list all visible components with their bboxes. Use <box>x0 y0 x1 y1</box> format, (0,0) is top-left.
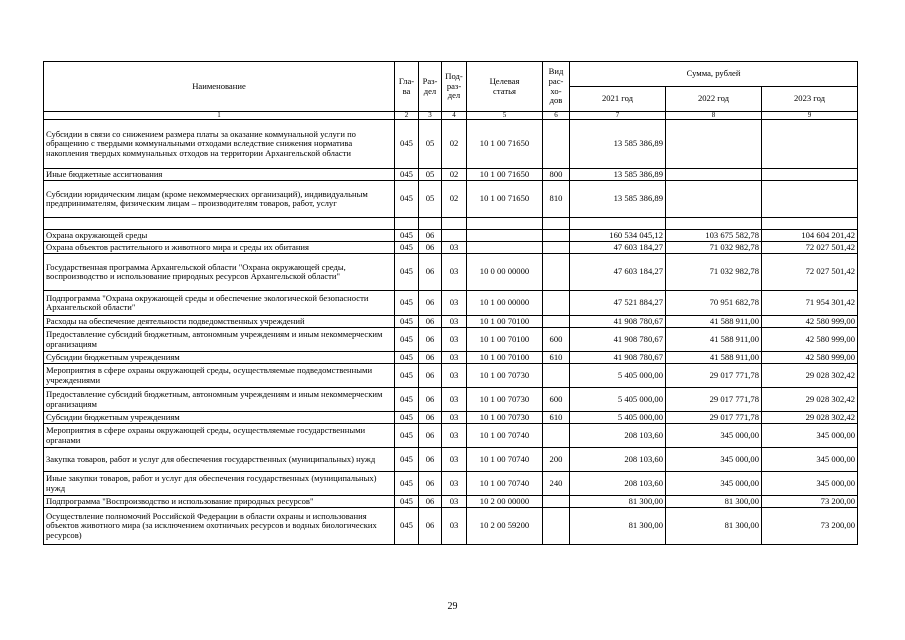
row-target-article: 10 1 00 70730 <box>467 388 543 412</box>
row-target-article: 10 1 00 70730 <box>467 364 543 388</box>
table-row <box>44 472 858 496</box>
row-razdel: 06 <box>419 328 442 352</box>
row-name: Осуществление полномочий Российской Федерации в области охраны и использования объектов животного мира (за исключением охотничьих ресурсов и водных биологических ресурсов) <box>44 508 395 545</box>
header-razdel: Раз- дел <box>419 62 442 112</box>
row-sum-2023: 71 954 301,42 <box>762 291 858 316</box>
row-podrazdel: 03 <box>442 328 467 352</box>
row-sum-2023: 72 027 501,42 <box>762 254 858 291</box>
row-glava: 045 <box>395 169 419 181</box>
row-podrazdel: 03 <box>442 388 467 412</box>
table-row <box>44 496 858 508</box>
table-row <box>44 508 858 545</box>
row-podrazdel: 03 <box>442 254 467 291</box>
column-number: 1 <box>44 112 395 120</box>
row-target-article: 10 1 00 71650 <box>467 181 543 218</box>
row-sum-2022: 345 000,00 <box>666 424 762 448</box>
row-sum-2023: 73 200,00 <box>762 496 858 508</box>
row-sum-2022 <box>666 181 762 218</box>
row-razdel: 06 <box>419 242 442 254</box>
table-row <box>44 218 858 230</box>
row-name: Иные закупки товаров, работ и услуг для обеспечения государственных (муниципальных) нужд <box>44 472 395 496</box>
table-row <box>44 364 858 388</box>
row-sum-2021: 47 603 184,27 <box>570 242 666 254</box>
row-sum-2022: 29 017 771,78 <box>666 412 762 424</box>
row-razdel: 06 <box>419 291 442 316</box>
row-sum-2023: 345 000,00 <box>762 448 858 472</box>
row-sum-2023: 29 028 302,42 <box>762 364 858 388</box>
table-row <box>44 352 858 364</box>
row-expense-type: 240 <box>543 472 570 496</box>
row-target-article: 10 1 00 71650 <box>467 169 543 181</box>
row-name: Субсидии в связи со снижением размера платы за оказание коммунальной услуги по обращению с твердыми коммунальными отходами вследствие снижения норматива накопления твердых коммунальных отходов на территории Архангельской области <box>44 120 395 169</box>
column-number: 2 <box>395 112 419 120</box>
row-name: Государственная программа Архангельской области "Охрана окружающей среды, воспроизводство и использование природных ресурсов Архангельской области" <box>44 254 395 291</box>
row-glava: 045 <box>395 508 419 545</box>
row-name: Расходы на обеспечение деятельности подведомственных учреждений <box>44 316 395 328</box>
row-sum-2021: 13 585 386,89 <box>570 120 666 169</box>
row-podrazdel: 03 <box>442 508 467 545</box>
row-podrazdel: 02 <box>442 181 467 218</box>
row-razdel: 06 <box>419 508 442 545</box>
row-razdel: 06 <box>419 254 442 291</box>
row-sum-2022: 70 951 682,78 <box>666 291 762 316</box>
column-number: 7 <box>570 112 666 120</box>
row-target-article: 10 1 00 00000 <box>467 291 543 316</box>
row-target-article: 10 1 00 70100 <box>467 352 543 364</box>
row-target-article: 10 1 00 70740 <box>467 448 543 472</box>
row-sum-2023: 42 580 999,00 <box>762 316 858 328</box>
row-sum-2021: 160 534 045,12 <box>570 230 666 242</box>
row-glava: 045 <box>395 424 419 448</box>
row-podrazdel: 03 <box>442 364 467 388</box>
row-sum-2023 <box>762 181 858 218</box>
row-sum-2022: 29 017 771,78 <box>666 388 762 412</box>
row-razdel: 06 <box>419 412 442 424</box>
column-number: 6 <box>543 112 570 120</box>
table-row <box>44 448 858 472</box>
row-sum-2021: 13 585 386,89 <box>570 181 666 218</box>
row-name: Мероприятия в сфере охраны окружающей среды, осуществляемые государственными органами <box>44 424 395 448</box>
row-podrazdel: 03 <box>442 242 467 254</box>
header-year-2023: 2023 год <box>762 87 858 112</box>
row-razdel: 06 <box>419 364 442 388</box>
row-podrazdel: 03 <box>442 424 467 448</box>
row-expense-type: 600 <box>543 328 570 352</box>
table-row <box>44 230 858 242</box>
row-glava: 045 <box>395 254 419 291</box>
row-expense-type <box>543 364 570 388</box>
row-podrazdel <box>442 230 467 242</box>
row-podrazdel: 03 <box>442 412 467 424</box>
table-row <box>44 388 858 412</box>
row-name: Мероприятия в сфере охраны окружающей среды, осуществляемые подведомственными учреждениями <box>44 364 395 388</box>
row-expense-type: 610 <box>543 412 570 424</box>
row-podrazdel: 03 <box>442 291 467 316</box>
row-podrazdel: 03 <box>442 448 467 472</box>
table-row <box>44 181 858 218</box>
column-number: 4 <box>442 112 467 120</box>
row-name <box>44 218 395 230</box>
row-target-article: 10 1 00 71650 <box>467 120 543 169</box>
row-razdel: 05 <box>419 169 442 181</box>
row-podrazdel: 03 <box>442 496 467 508</box>
row-sum-2023: 73 200,00 <box>762 508 858 545</box>
header-year-2021: 2021 год <box>570 87 666 112</box>
row-sum-2021 <box>570 218 666 230</box>
row-glava: 045 <box>395 230 419 242</box>
row-sum-2021: 208 103,60 <box>570 424 666 448</box>
row-expense-type <box>543 496 570 508</box>
row-razdel: 05 <box>419 120 442 169</box>
row-expense-type: 600 <box>543 388 570 412</box>
row-glava: 045 <box>395 291 419 316</box>
row-expense-type: 800 <box>543 169 570 181</box>
row-glava: 045 <box>395 242 419 254</box>
row-glava: 045 <box>395 448 419 472</box>
row-razdel: 06 <box>419 448 442 472</box>
row-name: Охрана окружающей среды <box>44 230 395 242</box>
row-name: Иные бюджетные ассигнования <box>44 169 395 181</box>
row-target-article: 10 1 00 70100 <box>467 316 543 328</box>
row-razdel: 06 <box>419 472 442 496</box>
row-podrazdel: 03 <box>442 352 467 364</box>
header-podrazdel: Под- раз- дел <box>442 62 467 112</box>
row-glava: 045 <box>395 388 419 412</box>
row-sum-2022: 345 000,00 <box>666 472 762 496</box>
row-sum-2022: 29 017 771,78 <box>666 364 762 388</box>
row-target-article: 10 1 00 70730 <box>467 412 543 424</box>
row-name: Предоставление субсидий бюджетным, автономным учреждениям и иным некоммерческим организациям <box>44 328 395 352</box>
row-sum-2021: 5 405 000,00 <box>570 412 666 424</box>
row-sum-2023: 345 000,00 <box>762 472 858 496</box>
row-sum-2022: 345 000,00 <box>666 448 762 472</box>
row-sum-2021: 41 908 780,67 <box>570 328 666 352</box>
table-row <box>44 120 858 169</box>
row-glava: 045 <box>395 352 419 364</box>
row-razdel <box>419 218 442 230</box>
row-razdel: 06 <box>419 352 442 364</box>
row-expense-type <box>543 291 570 316</box>
row-sum-2023 <box>762 218 858 230</box>
row-sum-2023: 104 604 201,42 <box>762 230 858 242</box>
row-podrazdel: 03 <box>442 316 467 328</box>
column-number: 3 <box>419 112 442 120</box>
row-expense-type <box>543 230 570 242</box>
row-sum-2023: 29 028 302,42 <box>762 412 858 424</box>
row-glava: 045 <box>395 364 419 388</box>
row-sum-2022: 81 300,00 <box>666 508 762 545</box>
row-expense-type: 610 <box>543 352 570 364</box>
row-target-article: 10 2 00 59200 <box>467 508 543 545</box>
row-sum-2023: 29 028 302,42 <box>762 388 858 412</box>
row-podrazdel <box>442 218 467 230</box>
row-target-article <box>467 230 543 242</box>
row-expense-type <box>543 218 570 230</box>
column-number: 8 <box>666 112 762 120</box>
row-sum-2021: 208 103,60 <box>570 472 666 496</box>
row-sum-2023 <box>762 169 858 181</box>
row-podrazdel: 02 <box>442 120 467 169</box>
header-name: Наименование <box>44 62 395 112</box>
row-razdel: 06 <box>419 424 442 448</box>
header-sum: Сумма, рублей <box>570 62 858 87</box>
row-name: Подпрограмма "Охрана окружающей среды и обеспечение экологической безопасности Архангельской области" <box>44 291 395 316</box>
row-sum-2021: 81 300,00 <box>570 508 666 545</box>
row-name: Субсидии бюджетным учреждениям <box>44 352 395 364</box>
header-glava: Гла- ва <box>395 62 419 112</box>
row-podrazdel: 02 <box>442 169 467 181</box>
row-razdel: 06 <box>419 496 442 508</box>
row-sum-2022: 41 588 911,00 <box>666 352 762 364</box>
row-name: Охрана объектов растительного и животного мира и среды их обитания <box>44 242 395 254</box>
row-sum-2023: 42 580 999,00 <box>762 328 858 352</box>
row-expense-type <box>543 254 570 291</box>
row-name: Субсидии бюджетным учреждениям <box>44 412 395 424</box>
row-sum-2022: 81 300,00 <box>666 496 762 508</box>
row-sum-2023 <box>762 120 858 169</box>
table-row <box>44 254 858 291</box>
budget-table <box>43 61 858 545</box>
row-expense-type <box>543 508 570 545</box>
header-expense-type: Вид рас- хо- дов <box>543 62 570 112</box>
header-year-2022: 2022 год <box>666 87 762 112</box>
row-name: Предоставление субсидий бюджетным, автономным учреждениям и иным некоммерческим организациям <box>44 388 395 412</box>
row-glava: 045 <box>395 120 419 169</box>
row-expense-type: 200 <box>543 448 570 472</box>
row-glava: 045 <box>395 328 419 352</box>
row-sum-2023: 72 027 501,42 <box>762 242 858 254</box>
row-sum-2022 <box>666 218 762 230</box>
row-glava: 045 <box>395 496 419 508</box>
row-sum-2021: 208 103,60 <box>570 448 666 472</box>
row-glava <box>395 218 419 230</box>
row-sum-2022 <box>666 120 762 169</box>
row-sum-2021: 41 908 780,67 <box>570 316 666 328</box>
row-name: Подпрограмма "Воспроизводство и использование природных ресурсов" <box>44 496 395 508</box>
row-sum-2021: 47 521 884,27 <box>570 291 666 316</box>
row-target-article <box>467 242 543 254</box>
row-glava: 045 <box>395 412 419 424</box>
row-sum-2023: 345 000,00 <box>762 424 858 448</box>
column-number: 5 <box>467 112 543 120</box>
row-glava: 045 <box>395 472 419 496</box>
row-sum-2022 <box>666 169 762 181</box>
row-glava: 045 <box>395 181 419 218</box>
row-expense-type: 810 <box>543 181 570 218</box>
table-row <box>44 424 858 448</box>
table-row <box>44 328 858 352</box>
row-name: Субсидии юридическим лицам (кроме некоммерческих организаций), индивидуальным предпринимателям, физическим лицам – производителям товаров, работ, услуг <box>44 181 395 218</box>
table-row <box>44 412 858 424</box>
row-razdel: 06 <box>419 316 442 328</box>
row-sum-2021: 47 603 184,27 <box>570 254 666 291</box>
row-sum-2022: 103 675 582,78 <box>666 230 762 242</box>
header-target-article: Целевая статья <box>467 62 543 112</box>
row-expense-type <box>543 424 570 448</box>
row-glava: 045 <box>395 316 419 328</box>
row-target-article: 10 1 00 70100 <box>467 328 543 352</box>
row-target-article: 10 1 00 70740 <box>467 424 543 448</box>
row-sum-2021: 5 405 000,00 <box>570 364 666 388</box>
row-expense-type <box>543 242 570 254</box>
row-sum-2021: 5 405 000,00 <box>570 388 666 412</box>
row-target-article: 10 1 00 70740 <box>467 472 543 496</box>
row-target-article: 10 0 00 00000 <box>467 254 543 291</box>
table-row <box>44 316 858 328</box>
page-number: 29 <box>447 601 458 612</box>
row-sum-2021: 41 908 780,67 <box>570 352 666 364</box>
column-number: 9 <box>762 112 858 120</box>
row-sum-2022: 71 032 982,78 <box>666 254 762 291</box>
row-sum-2022: 41 588 911,00 <box>666 328 762 352</box>
row-name: Закупка товаров, работ и услуг для обеспечения государственных (муниципальных) нужд <box>44 448 395 472</box>
table-row <box>44 291 858 316</box>
row-target-article: 10 2 00 00000 <box>467 496 543 508</box>
row-sum-2023: 42 580 999,00 <box>762 352 858 364</box>
row-razdel: 05 <box>419 181 442 218</box>
row-expense-type <box>543 316 570 328</box>
row-razdel: 06 <box>419 388 442 412</box>
row-razdel: 06 <box>419 230 442 242</box>
row-sum-2022: 71 032 982,78 <box>666 242 762 254</box>
column-number-row <box>44 112 858 120</box>
row-sum-2021: 13 585 386,89 <box>570 169 666 181</box>
row-sum-2022: 41 588 911,00 <box>666 316 762 328</box>
row-target-article <box>467 218 543 230</box>
table-row <box>44 169 858 181</box>
row-podrazdel: 03 <box>442 472 467 496</box>
row-expense-type <box>543 120 570 169</box>
row-sum-2021: 81 300,00 <box>570 496 666 508</box>
table-row <box>44 242 858 254</box>
